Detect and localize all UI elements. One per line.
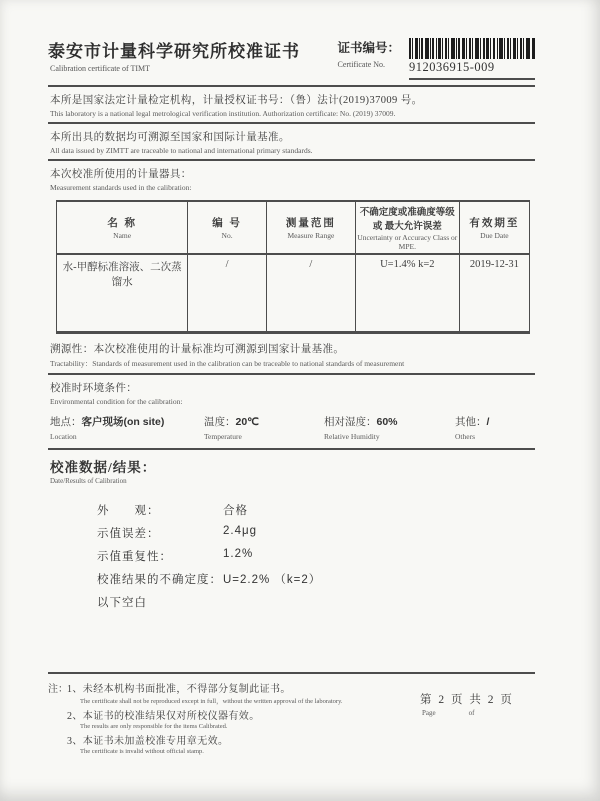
column-header-name-zh: 名 称 [107,218,137,229]
traceability-statement-zh: 溯源性：本次校准使用的计量标准均可溯源到国家计量基准。 [50,343,345,355]
column-header-no [188,201,267,254]
column-header-no-en: No. [221,231,233,240]
certificate-number: 912036915-009 [409,60,495,74]
page-title: 泰安市计量科学研究所校准证书 [48,42,300,61]
note-item [67,732,535,755]
standards-table-header [57,201,530,254]
environment-location [50,414,204,441]
environment-temperature [204,414,324,441]
column-header-uncertainty [355,201,459,254]
results-heading-zh: 校准数据/结果： [50,459,157,475]
cell-uncertainty: U=1.4% k=2 [355,254,459,332]
result-indication-error-label: 示值误差： [97,527,160,540]
humidity-label: 相对湿度： [324,416,377,428]
page-indicator-zh: 第 2 页 共 2 页 [420,694,514,706]
result-indication-error [97,525,535,541]
standards-table [56,200,530,334]
footer [48,674,535,757]
result-blank-below-label: 以下空白 [97,596,147,609]
others-value: / [486,415,490,428]
column-header-range [266,201,355,254]
note-3-zh: 3、本证书未加盖校准专用章无效。 [67,736,229,747]
others-label: 其他： [455,416,487,428]
environment-others [455,414,535,441]
standards-used-heading [48,161,535,196]
environment-humidity [324,414,455,441]
column-header-range-en: Measure Range [287,231,335,240]
result-repeatability-value: 1.2% [223,547,254,560]
note-1-en: The certificate shall not be reproduced except in full，without the written approval of the laboratory. [80,698,343,705]
certificate-content [48,0,535,801]
result-uncertainty-value: U=2.2% （k=2） [223,573,322,586]
environment-heading-en: Environmental condition for the calibration: [50,396,183,406]
environment-values-row [48,410,535,448]
column-header-due [459,201,529,254]
page-title-en: Calibration certificate of TIMT [50,64,151,73]
result-uncertainty-label: 校准结果的不确定度： [97,573,222,586]
page-indicator [420,691,514,717]
cell-name: 水-甲醇标准溶液、二次蒸馏水 [57,254,188,332]
authorization-statement [48,87,535,122]
note-2-zh: 2、本证书的校准结果仅对所校仪器有效。 [67,711,260,722]
environment-heading-zh: 校准时环境条件： [50,382,138,394]
note-1-zh: 1、未经本机构书面批准，不得部分复制此证书。 [67,684,291,695]
others-label-en: Others [455,431,475,441]
page-indicator-en-page: Page [422,709,436,717]
result-appearance-value: 合格 [223,504,248,517]
column-header-uncertainty-en: Uncertainty or Accuracy Class or MPE. [357,233,458,251]
certificate-number-label: 证书编号： [337,41,400,55]
temperature-value: 20℃ [235,415,259,428]
temperature-label: 温度： [204,416,236,428]
result-repeatability [97,548,535,564]
traceable-statement-zh: 本所出具的数据均可溯源至国家和国际计量基准。 [50,132,290,143]
location-value: 客户现场(on site) [81,415,165,428]
certificate-number-label-en: Certificate No. [337,60,386,69]
note-2-en: The results are only responsible for the items Calibrated. [80,723,228,730]
notes-label: 注： [48,684,68,695]
authorization-statement-zh: 本所是国家法定计量检定机构，计量授权证书号：（鲁）法计(2019)37009 号。 [50,95,423,106]
traceable-statement [48,124,535,159]
result-indication-error-value: 2.4μg [223,524,258,537]
traceable-statement-en: All data issued by ZIMTT are traceable to national and international primary standards. [50,146,313,155]
column-header-uncertainty-zh: 不确定度或准确度等级或 最大允许误差 [359,208,455,232]
traceability-statement [48,334,535,373]
location-label: 地点： [50,416,82,428]
results-heading-en: Date/Results of Calibration [50,476,127,485]
cell-range: / [266,254,355,332]
column-header-range-zh: 测量范围 [285,218,336,229]
environment-heading [48,375,535,410]
location-label-en: Location [50,431,77,441]
barcode-icon [409,38,535,59]
page-indicator-en-of: of [468,709,475,717]
traceability-statement-en: Tractability：Standards of measurement used in the calibration can be traceable to national standards of measurement [50,358,405,368]
column-header-due-en: Due Date [480,231,509,240]
column-header-due-zh: 有效期至 [469,218,520,229]
cell-no: / [188,254,267,332]
standards-used-heading-en: Measurement standards used in the calibration: [50,183,192,192]
blank-area [48,617,535,673]
note-3-en: The certificate is invalid without official stamp. [80,748,204,755]
title-block [48,37,300,80]
humidity-label-en: Relative Humidity [324,431,380,441]
certificate-number-block [337,37,535,80]
column-header-name [57,201,188,254]
results-list [97,502,535,617]
result-appearance [97,502,535,518]
certificate-number-value [409,38,535,80]
results-heading [48,450,535,485]
column-header-name-en: Name [113,231,132,240]
column-header-no-zh: 编 号 [212,218,242,229]
result-repeatability-label: 示值重复性： [97,550,172,563]
certificate-number-labels [337,38,400,80]
table-row [57,254,530,332]
result-appearance-label: 外 观： [97,504,160,517]
standards-used-heading-zh: 本次校准所使用的计量器具： [50,169,192,180]
cell-due: 2019-12-31 [459,254,529,332]
certificate-header [48,0,535,80]
temperature-label-en: Temperature [204,431,242,441]
result-blank-below [97,594,535,610]
result-uncertainty [97,571,535,587]
humidity-value: 60% [376,415,398,428]
authorization-statement-en: This laboratory is a national legal metrological verification institution. Authorization certificate: No. (2019) 37009. [50,109,396,118]
